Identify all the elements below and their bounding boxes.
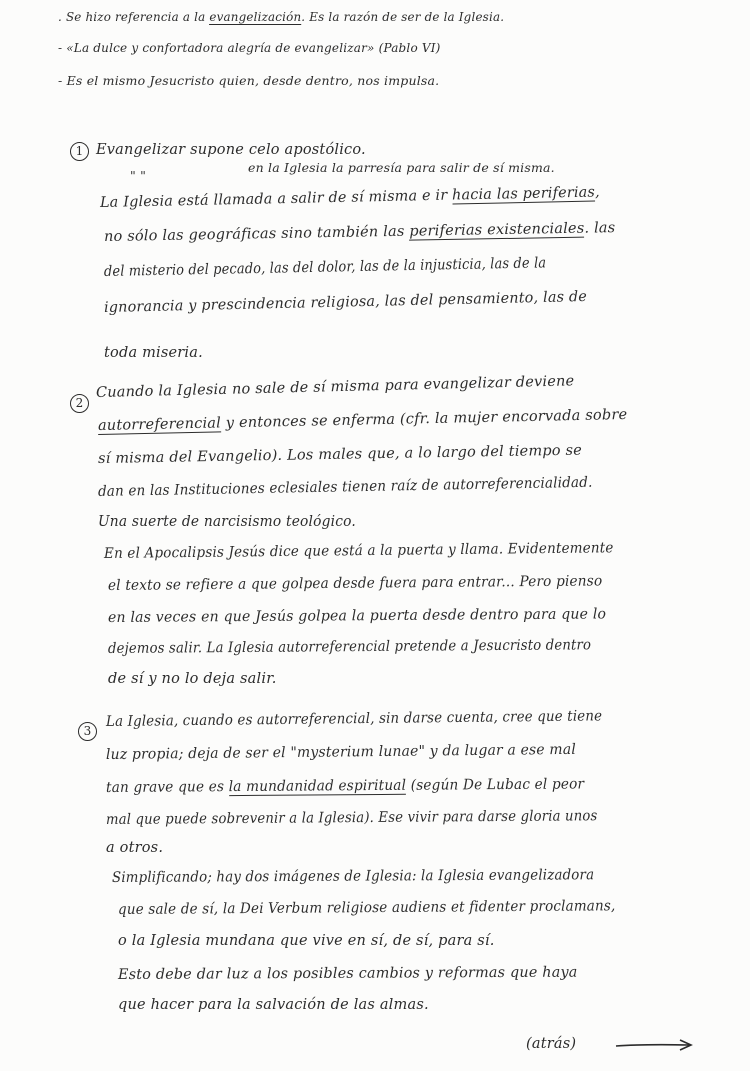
point-3-line-3 xyxy=(106,776,584,796)
point-1-line-3-text-a: La Iglesia está llamada a salir de sí misma e ir xyxy=(99,187,453,211)
point-1-line-4 xyxy=(104,220,616,245)
point-1-line-6: ignorancia y prescindencia religiosa, las del pensamiento, las de xyxy=(103,288,588,316)
point-3-line-5: a otros. xyxy=(106,840,164,856)
point-2-line-5: Una suerte de narcisismo teológico. xyxy=(98,514,356,530)
point-3-line-2: luz propia; deja de ser el "mysterium lunae" y da lugar a ese mal xyxy=(105,741,577,763)
intro-line-1: . Se hizo referencia a la evangelización. Es la razón de ser de la Iglesia. xyxy=(58,9,505,24)
point-3-line-4: mal que puede sobrevenir a la Iglesia). Ese vivir para darse gloria unos xyxy=(105,808,598,828)
intro-underlined-evangelization: evangelización xyxy=(209,9,302,24)
point-3-line-10: que hacer para la salvación de las almas. xyxy=(118,997,429,1013)
point-1-ditto: " " xyxy=(130,168,147,183)
intro-line-2: - «La dulce y confortadora alegría de evangelizar» (Pablo VI) xyxy=(58,40,441,55)
underlined-periferias-existenciales: periferias existenciales xyxy=(409,220,585,240)
point-1-line-4-text-a: no sólo las geográficas sino también las xyxy=(103,223,410,245)
point-number-2: 2 xyxy=(70,394,89,413)
point-3-line-3-text-b: (según De Lubac el peor xyxy=(406,776,585,794)
point-1-line-1: Evangelizar supone celo apostólico. xyxy=(96,142,366,158)
point-number-3: 3 xyxy=(78,722,97,741)
right-arrow-icon xyxy=(614,1038,694,1052)
point-2-line-9: dejemos salir. La Iglesia autorreferencial pretende a Jesucristo dentro xyxy=(107,637,592,657)
intro-line-3: - Es el mismo Jesucristo quien, desde dentro, nos impulsa. xyxy=(58,73,440,88)
intro-line-1-text-a: Se hizo referencia a la xyxy=(65,9,210,24)
point-1-line-3 xyxy=(100,184,600,211)
underlined-mundanidad-espiritual: la mundanidad espiritual xyxy=(228,777,407,796)
over-label: (atrás) xyxy=(526,1036,577,1052)
underlined-periferias: hacia las periferias xyxy=(451,184,596,204)
point-2-line-6: En el Apocalipsis Jesús dice que está a la puerta y llama. Evidentemente xyxy=(103,540,614,562)
point-2-line-2-text-b: y entonces se enferma (cfr. la mujer encorvada sobre xyxy=(220,406,628,432)
underlined-autorreferencial: autorreferencial xyxy=(97,415,222,434)
point-1-line-2: en la Iglesia la parresía para salir de sí misma. xyxy=(248,160,555,175)
point-1-line-4-text-b: . las xyxy=(584,220,616,237)
point-3-line-1: La Iglesia, cuando es autorreferencial, sin darse cuenta, cree que tiene xyxy=(105,708,603,730)
point-2-line-8: en las veces en que Jesús golpea la puerta desde dentro para que lo xyxy=(107,606,607,626)
point-2-line-3: sí misma del Evangelio). Los males que, a lo largo del tiempo se xyxy=(97,442,583,467)
point-2-line-10: de sí y no lo deja salir. xyxy=(108,671,277,687)
point-number-1: 1 xyxy=(70,142,89,161)
point-2-line-7: el texto se refiere a que golpea desde fuera para entrar... Pero pienso xyxy=(107,573,603,594)
point-3-line-9: Esto debe dar luz a los posibles cambios y reformas que haya xyxy=(117,964,578,983)
point-3-line-3-text-a: tan grave que es xyxy=(105,779,229,796)
point-2-line-4: dan en las Instituciones eclesiales tienen raíz de autorreferencialidad. xyxy=(97,474,593,500)
point-2-line-2 xyxy=(98,407,628,434)
intro-line-1-text-b: . Es la razón de ser de la Iglesia. xyxy=(301,9,505,24)
point-2-line-1: Cuando la Iglesia no sale de sí misma para evangelizar deviene xyxy=(95,373,575,401)
point-3-line-6: Simplificando; hay dos imágenes de Iglesia: la Iglesia evangelizadora xyxy=(111,867,595,886)
point-1-line-7: toda miseria. xyxy=(104,345,203,361)
point-3-line-8: o la Iglesia mundana que vive en sí, de sí, para sí. xyxy=(118,933,495,949)
point-1-line-3-text-b: , xyxy=(594,184,600,201)
point-3-line-7: que sale de sí, la Dei Verbum religiose audiens et fidenter proclamans, xyxy=(117,898,616,918)
point-1-line-5: del misterio del pecado, las del dolor, las de la injusticia, las de la xyxy=(103,255,547,280)
